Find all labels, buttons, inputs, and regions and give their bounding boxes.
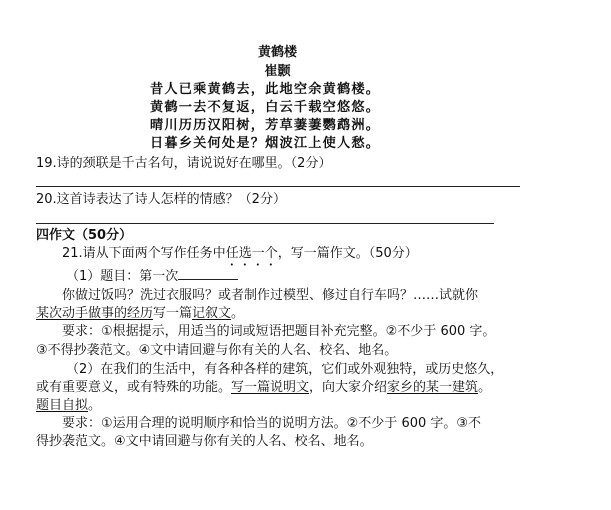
task-1-req-1: 要求：①根据提示，用适当的词或短语把题目补充完整。②不少于 600 字。 (62, 324, 496, 339)
task-2-req-2: 得抄袭范文。④文中请回避与你有关的人名、校名、地名。 (36, 434, 373, 449)
question-20: 20.这首诗表达了诗人怎样的情感？（2分） (36, 192, 286, 207)
task-1-title: （1）题目：第一次 (66, 269, 179, 284)
task-1-mid: 写一篇 (153, 306, 193, 321)
poem-author: 崔颢 (264, 64, 291, 79)
question-21-emphasis: 任选一个 (225, 246, 278, 261)
poem-line-1: 昔人已乘黄鹤去，此地空余黄鹤楼。 (150, 82, 381, 97)
task-2-end-2: 。 (88, 398, 102, 413)
question-21-post: ，写一篇作文。（50分） (277, 246, 418, 261)
answer-line-19 (36, 186, 520, 187)
task-1-text-1: 你做过饭吗？洗过衣服吗？或者制作过模型、修过自行车吗？……试就你 (62, 288, 479, 303)
question-19: 19.诗的颈联是千古名句，请说说好在哪里。（2分） (36, 156, 332, 171)
task-2-text-1: （2）在我们的生活中，有各种各样的建筑，它们或外观独特，或历史悠久， (66, 362, 504, 377)
task-1-underline-2: 记叙文 (192, 306, 232, 321)
question-21 (62, 245, 418, 269)
task-1-prompt (66, 267, 238, 286)
poem-title: 黄鹤楼 (257, 45, 297, 60)
section-heading: 四作文（50分） (36, 228, 133, 243)
task-2-pre: 或有重要意义，或有特殊的功能。 (36, 380, 232, 395)
question-21-pre: 21.请从下面两个写作任务中 (62, 246, 226, 261)
answer-line-20 (36, 223, 494, 224)
task-2-text-3 (36, 397, 101, 415)
task-1-underline-1: 某次动手做事的经历 (36, 306, 154, 321)
task-2-text-2 (36, 379, 491, 397)
task-2-end: 。 (478, 380, 492, 395)
task-1-end: 。 (231, 306, 245, 321)
task-2-underline-2: 家乡的某一建筑 (387, 380, 479, 395)
poem-line-4: 日暮乡关何处是？烟波江上使人愁。 (150, 136, 381, 151)
task-1-text-2 (36, 305, 244, 323)
title-blank (178, 267, 238, 280)
task-2-underline-3: 题目自拟 (36, 398, 89, 413)
task-2-req-1: 要求：①运用合理的说明顺序和恰当的说明方法。②不少于 600 字。③不 (62, 416, 482, 431)
poem-line-3: 晴川历历汉阳树，芳草萋萋鹦鹉洲。 (150, 118, 381, 133)
poem-line-2: 黄鹤一去不复返，白云千载空悠悠。 (150, 100, 381, 115)
task-1-req-2: ③不得抄袭范文。④文中请回避与你有关的人名、校名、地名。 (36, 343, 398, 358)
task-2-underline-1: 写一篇说明文 (231, 380, 310, 395)
task-2-mid: ，向大家介绍 (309, 380, 388, 395)
